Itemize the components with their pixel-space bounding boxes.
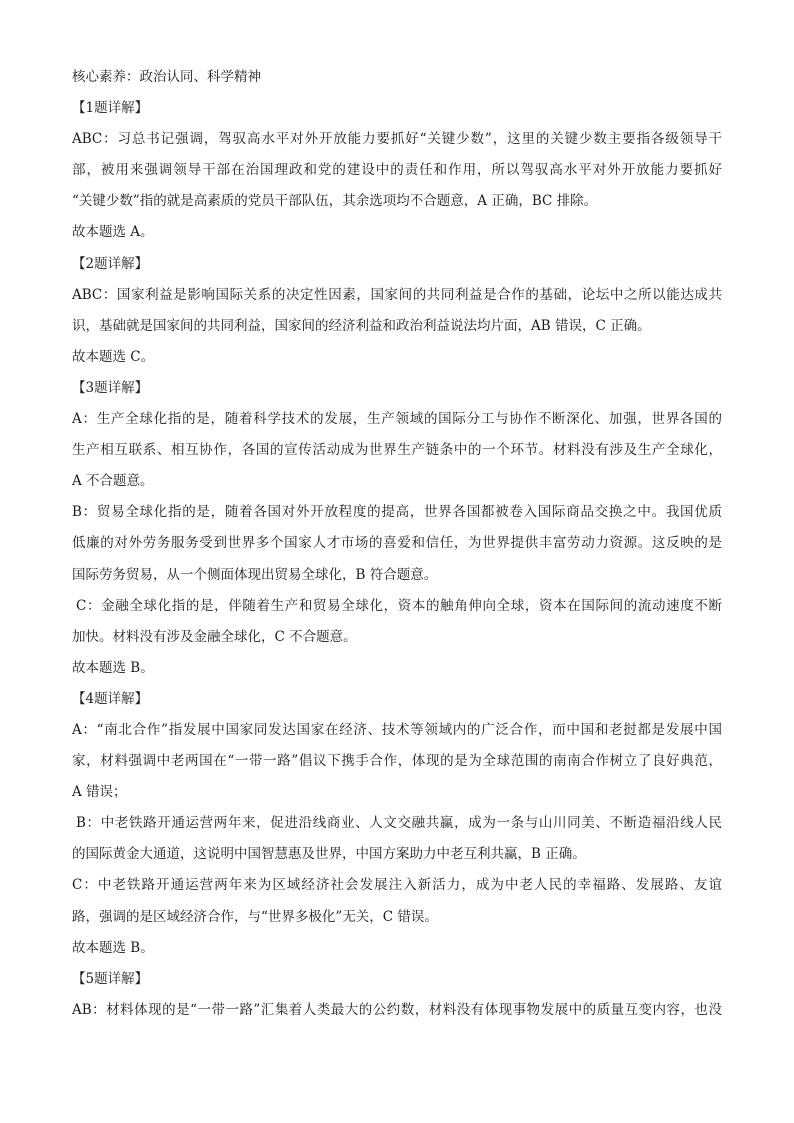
text-line: 故本题选 A。 [72,224,154,241]
text-line: A：“南北合作”指发展中国家同发达国家在经济、技术等领域内的广泛合作，而中国和老挝都是发展中国 [72,721,722,738]
text-line: ABC：习总书记强调，驾驭高水平对外开放能力要抓好“关键少数”，这里的关键少数主要指各级领导干 [72,131,722,148]
section-heading: 【1题详解】 [72,100,149,117]
section-heading: 【5题详解】 [72,970,149,987]
text-line: A：生产全球化指的是，随着科学技术的发展，生产领域的国际分工与协作不断深化、加强，世界各国的 [72,411,722,428]
text-line: 核心素养：政治认同、科学精神 [72,69,261,85]
text-line: B：中老铁路开通运营两年来，促进沿线商业、人文交融共赢，成为一条与山川同美、不断造福沿线人民 [76,815,722,832]
text-line: “关键少数”指的就是高素质的党员干部队伍，其余选项均不合题意，A 正确，BC 排除。 [72,193,598,210]
text-line: 低廉的对外劳务服务受到世界多个国家人才市场的喜爱和信任，为世界提供丰富劳动力资源。这反映的是 [72,535,722,552]
text-line: 生产相互联系、相互协作，各国的宣传活动成为世界生产链条中的一个环节。材料没有涉及生产全球化， [72,442,722,459]
text-line: 故本题选 B。 [72,939,154,956]
text-line: C：中老铁路开通运营两年来为区域经济社会发展注入新活力，成为中老人民的幸福路、发展路、友谊 [72,877,722,894]
text-line: 的国际黄金大通道，这说明中国智慧惠及世界，中国方案助力中老互利共赢，B 正确。 [72,846,586,863]
text-line: AB：材料体现的是“一带一路”汇集着人类最大的公约数，材料没有体现事物发展中的质量互变内容，也没 [72,1001,722,1018]
section-heading: 【3题详解】 [72,379,149,396]
text-line: 故本题选 C。 [72,348,155,365]
text-line: A 不合题意。 [72,473,154,490]
text-line: A 错误； [72,784,127,801]
text-line: C：金融全球化指的是，伴随着生产和贸易全球化，资本的触角伸向全球，资本在国际间的流动速度不断 [76,597,722,614]
text-line: 部，被用来强调领导干部在治国理政和党的建设中的责任和作用，所以驾驭高水平对外开放能力要抓好 [72,162,722,179]
text-line: 加快。材料没有涉及金融全球化，C 不合题意。 [72,628,357,645]
section-heading: 【2题详解】 [72,255,149,272]
document-page [72,62,722,1026]
text-line: 路，强调的是区域经济合作，与“世界多极化”无关，C 错误。 [72,908,438,925]
text-line: 国际劳务贸易，从一个侧面体现出贸易全球化，B 符合题意。 [72,566,438,583]
section-heading: 【4题详解】 [72,690,149,707]
text-line: B：贸易全球化指的是，随着各国对外开放程度的提高，世界各国都被卷入国际商品交换之中。我国优质 [72,504,722,521]
text-line: ABC：国家利益是影响国际关系的决定性因素，国家间的共同利益是合作的基础，论坛中之所以能达成共 [72,286,722,303]
text-line: 家，材料强调中老两国在“一带一路”倡议下携手合作，体现的是为全球范围的南南合作树立了良好典范， [72,753,722,770]
text-line: 故本题选 B。 [72,659,154,676]
text-line: 识，基础就是国家间的共同利益，国家间的经济利益和政治利益说法均片面，AB 错误，C 正确。 [72,317,651,334]
